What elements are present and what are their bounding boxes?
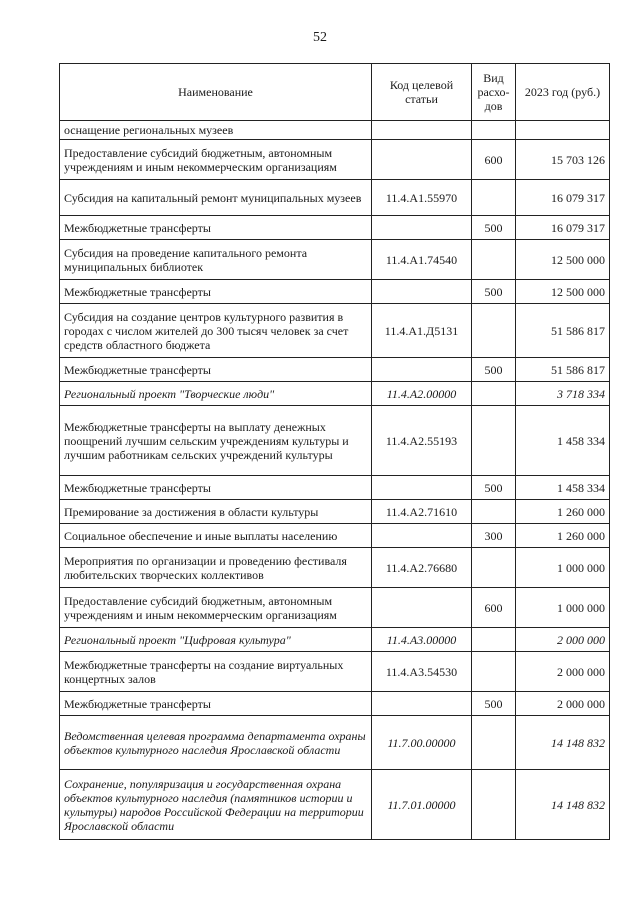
row-amount: 15 703 126 — [516, 140, 610, 180]
row-code: 11.7.00.00000 — [372, 716, 472, 770]
row-expense-type: 500 — [472, 476, 516, 500]
row-code: 11.4.A1.Д5131 — [372, 304, 472, 358]
table-row — [60, 652, 610, 692]
row-code — [372, 216, 472, 240]
row-amount: 1 000 000 — [516, 548, 610, 588]
row-code: 11.4.A1.55970 — [372, 180, 472, 216]
row-name: Субсидия на капитальный ремонт муниципальных музеев — [60, 180, 372, 216]
row-code: 11.4.A3.00000 — [372, 628, 472, 652]
row-code — [372, 692, 472, 716]
row-name: Социальное обеспечение и иные выплаты населению — [60, 524, 372, 548]
row-code: 11.4.A2.76680 — [372, 548, 472, 588]
row-name: Предоставление субсидий бюджетным, автономным учреждениям и иным некоммерческим организациям — [60, 140, 372, 180]
row-expense-type — [472, 548, 516, 588]
row-expense-type — [472, 180, 516, 216]
row-name: Предоставление субсидий бюджетным, автономным учреждениям и иным некоммерческим организациям — [60, 588, 372, 628]
row-code: 11.4.A1.74540 — [372, 240, 472, 280]
table-row — [60, 500, 610, 524]
row-amount: 3 718 334 — [516, 382, 610, 406]
row-code — [372, 140, 472, 180]
table-row — [60, 628, 610, 652]
row-expense-type — [472, 500, 516, 524]
table-row — [60, 406, 610, 476]
row-expense-type: 500 — [472, 692, 516, 716]
row-name: Субсидия на проведение капитального ремонта муниципальных библиотек — [60, 240, 372, 280]
row-expense-type — [472, 770, 516, 840]
row-amount: 14 148 832 — [516, 770, 610, 840]
table-row — [60, 121, 610, 140]
table-row — [60, 140, 610, 180]
table-row — [60, 240, 610, 280]
row-code: 11.4.A2.55193 — [372, 406, 472, 476]
table-row — [60, 476, 610, 500]
table-header-row — [60, 64, 610, 121]
row-expense-type — [472, 716, 516, 770]
row-expense-type — [472, 121, 516, 140]
header-expense-type: Вид расхо-дов — [472, 64, 516, 121]
row-expense-type — [472, 652, 516, 692]
page-number: 52 — [313, 30, 327, 45]
table-row — [60, 588, 610, 628]
row-code: 11.4.A3.54530 — [372, 652, 472, 692]
table-body — [60, 121, 610, 840]
row-expense-type — [472, 382, 516, 406]
row-name: Премирование за достижения в области культуры — [60, 500, 372, 524]
header-code: Код целевой статьи — [372, 64, 472, 121]
row-amount: 1 260 000 — [516, 524, 610, 548]
row-amount — [516, 121, 610, 140]
row-expense-type: 600 — [472, 588, 516, 628]
row-name: Межбюджетные трансферты — [60, 692, 372, 716]
row-amount: 1 458 334 — [516, 406, 610, 476]
row-code: 11.4.A2.00000 — [372, 382, 472, 406]
table-row — [60, 216, 610, 240]
row-amount: 14 148 832 — [516, 716, 610, 770]
row-amount: 2 000 000 — [516, 628, 610, 652]
row-expense-type: 500 — [472, 358, 516, 382]
table-row — [60, 524, 610, 548]
row-name: Межбюджетные трансферты — [60, 358, 372, 382]
row-expense-type: 600 — [472, 140, 516, 180]
row-amount: 1 260 000 — [516, 500, 610, 524]
row-name: Ведомственная целевая программа департамента охраны объектов культурного наследия Ярославской области — [60, 716, 372, 770]
row-name: Межбюджетные трансферты на создание виртуальных концертных залов — [60, 652, 372, 692]
row-name: Субсидия на создание центров культурного развития в городах с числом жителей до 300 тысяч человек за счет средств областного бюджета — [60, 304, 372, 358]
row-name: Региональный проект "Цифровая культура" — [60, 628, 372, 652]
table-row — [60, 180, 610, 216]
row-code — [372, 358, 472, 382]
row-code — [372, 524, 472, 548]
row-amount: 1 000 000 — [516, 588, 610, 628]
table-row — [60, 548, 610, 588]
row-name: Межбюджетные трансферты — [60, 280, 372, 304]
header-name: Наименование — [60, 64, 372, 121]
row-amount: 16 079 317 — [516, 216, 610, 240]
table-row — [60, 382, 610, 406]
row-expense-type — [472, 240, 516, 280]
row-expense-type: 500 — [472, 280, 516, 304]
table-row — [60, 304, 610, 358]
row-code: 11.7.01.00000 — [372, 770, 472, 840]
row-expense-type — [472, 628, 516, 652]
row-name: Межбюджетные трансферты — [60, 216, 372, 240]
header-amount-2023: 2023 год (руб.) — [516, 64, 610, 121]
row-expense-type: 500 — [472, 216, 516, 240]
row-amount: 2 000 000 — [516, 652, 610, 692]
row-expense-type: 300 — [472, 524, 516, 548]
row-amount: 51 586 817 — [516, 304, 610, 358]
row-code — [372, 476, 472, 500]
row-name: Сохранение, популяризация и государственная охрана объектов культурного наследия (памятников истории и культуры) народов Российской Федерации на территории Ярославской области — [60, 770, 372, 840]
row-amount: 51 586 817 — [516, 358, 610, 382]
table-row — [60, 280, 610, 304]
table-row — [60, 358, 610, 382]
row-amount: 1 458 334 — [516, 476, 610, 500]
row-code — [372, 121, 472, 140]
row-code — [372, 588, 472, 628]
row-expense-type — [472, 304, 516, 358]
table-row — [60, 770, 610, 840]
budget-table — [59, 63, 610, 840]
row-name: Мероприятия по организации и проведению фестиваля любительских творческих коллективов — [60, 548, 372, 588]
row-name: Межбюджетные трансферты — [60, 476, 372, 500]
row-name: Региональный проект "Творческие люди" — [60, 382, 372, 406]
table-row — [60, 692, 610, 716]
row-amount: 12 500 000 — [516, 240, 610, 280]
row-code: 11.4.A2.71610 — [372, 500, 472, 524]
row-amount: 12 500 000 — [516, 280, 610, 304]
row-expense-type — [472, 406, 516, 476]
row-name: оснащение региональных музеев — [60, 121, 372, 140]
table-row — [60, 716, 610, 770]
row-amount: 2 000 000 — [516, 692, 610, 716]
row-code — [372, 280, 472, 304]
row-name: Межбюджетные трансферты на выплату денежных поощрений лучшим сельским учреждениям культуры и лучшим работникам сельских учреждений культуры — [60, 406, 372, 476]
row-amount: 16 079 317 — [516, 180, 610, 216]
